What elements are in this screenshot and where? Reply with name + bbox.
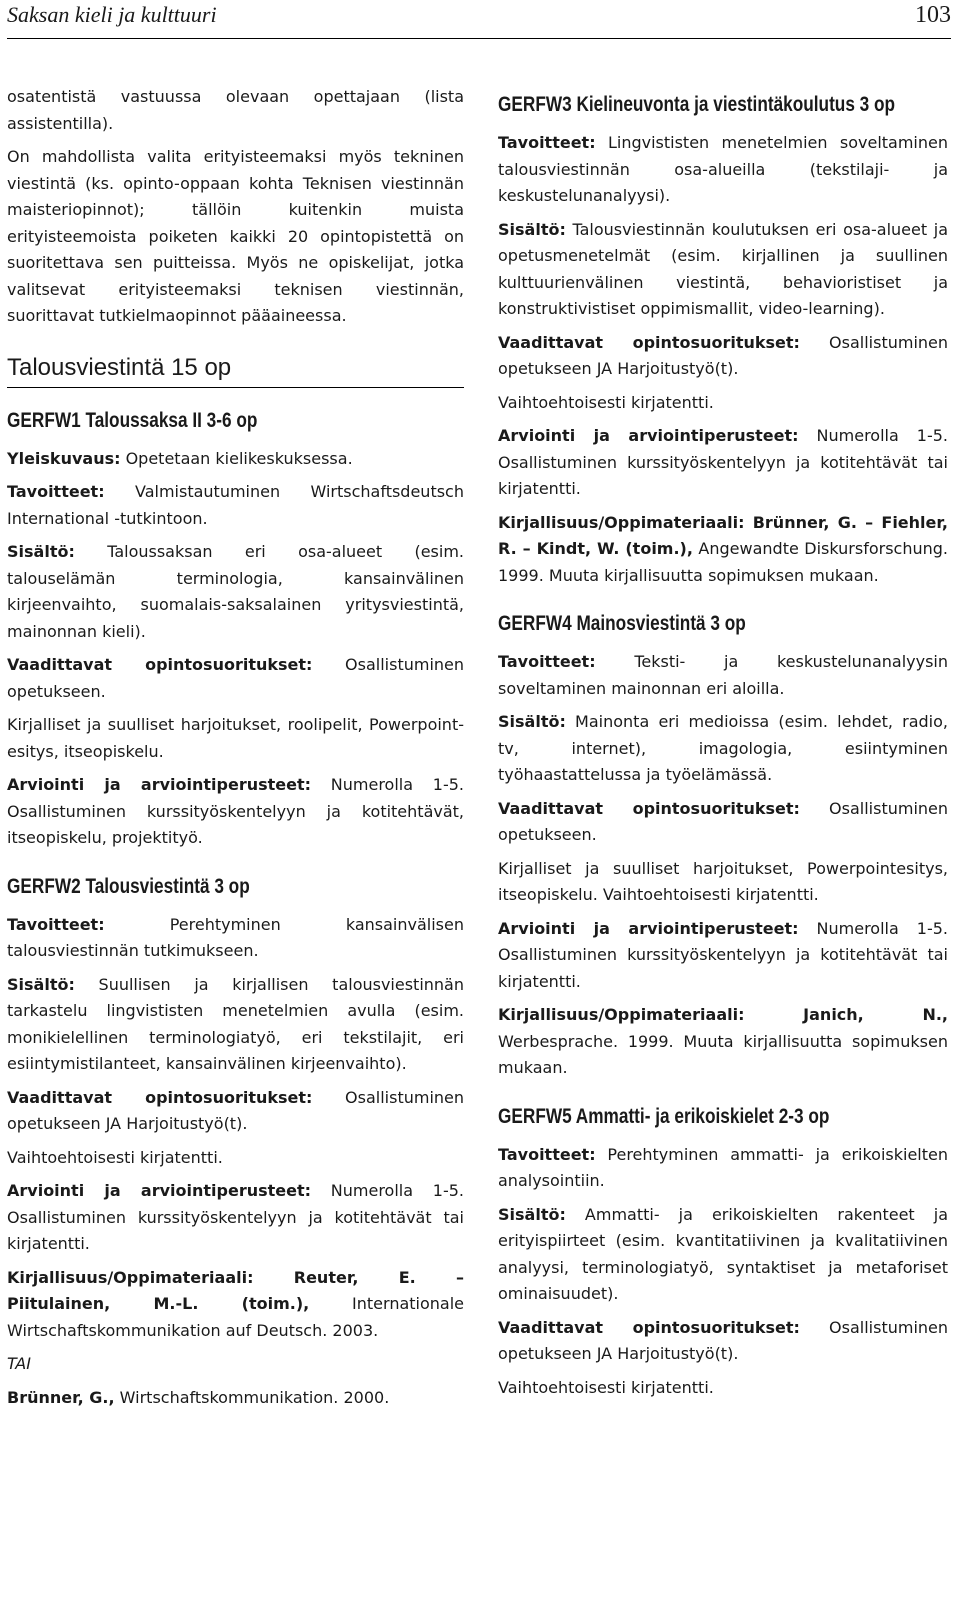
field-label: Vaadittavat opintosuoritukset: (7, 1087, 313, 1107)
course-literature (7, 1265, 464, 1345)
course-content (498, 1202, 948, 1308)
field-text: Valmistautuminen Wirtschaftsdeutsch International -tutkintoon. (7, 482, 464, 528)
course-content (498, 709, 948, 789)
course-goals (498, 649, 948, 702)
course-title-gerfw5: GERFW5 Ammatti- ja erikoiskielet 2-3 op (498, 1104, 830, 1128)
field-label: Kirjallisuus/Oppimateriaali: Janich, N., (498, 1005, 948, 1024)
course-extra: Kirjalliset ja suulliset harjoitukset, Powerpointesitys, itseopiskelu. Vaihtoehtoisesti kirjatentti. (498, 858, 948, 904)
field-text: Teksti- ja keskustelunanalyysin soveltaminen mainonnan eri aloilla. (498, 652, 948, 698)
field-label: Sisältö: (7, 542, 75, 561)
field-label: Tavoitteet: (498, 652, 596, 671)
field-text: Osallistuminen opetukseen. (498, 798, 949, 844)
field-label: Arviointi ja arviointiperusteet: (498, 918, 799, 938)
field-text: Internationale Wirtschaftskommunikation auf Deutsch. 2003. (7, 1294, 464, 1340)
course-overview (7, 446, 464, 473)
course-alternative: Vaihtoehtoisesti kirjatentti. (498, 392, 714, 412)
field-label: Tavoitteet: (7, 914, 105, 934)
section-title: Talousviestintä 15 op (7, 354, 464, 388)
field-label: Sisältö: (498, 1204, 566, 1224)
field-text: Ammatti- ja erikoiskielten rakenteet ja erityispiirteet (esim. kvantitatiivinen ja kvalitatiivinen analyysi, terminologiatyö, syntaktiset ja metaforiset ominaisuudet). (498, 1204, 948, 1303)
field-text: Perehtyminen ammatti- ja erikoiskielten analysointiin. (498, 1144, 948, 1190)
course-alternative: Vaihtoehtoisesti kirjatentti. (7, 1147, 223, 1167)
course-goals (498, 1142, 948, 1195)
course-assessment (7, 772, 464, 852)
field-text: Perehtyminen kansainvälisen talousviestinnän tutkimukseen. (7, 914, 464, 960)
field-text: Opetetaan kielikeskuksessa. (120, 448, 353, 468)
field-label: Vaadittavat opintosuoritukset: (498, 798, 800, 818)
course-title-gerfw1: GERFW1 Taloussaksa II 3-6 op (7, 408, 258, 432)
course-content (498, 217, 948, 323)
field-text: Numerolla 1-5. Osallistuminen kurssityöskentelyyn ja kotitehtävät tai kirjatentti. (498, 426, 949, 498)
field-label: Vaadittavat opintosuoritukset: (498, 1317, 800, 1337)
field-text: Angewandte Diskursforschung. 1999. Muuta kirjallisuutta sopimuksen mukaan. (498, 539, 948, 585)
course-literature (498, 510, 948, 590)
field-text: Talousviestinnän koulutuksen eri osa-alueet ja opetusmenetelmät (esim. kirjallinen ja suullinen kulttuurienvälinen viestintä, behavioristiset ja konstruktivistiset oppimismallit, video-learning). (498, 219, 948, 318)
field-text: Mainonta eri medioissa (esim. lehdet, radio, tv, internet), imagologia, esiintyminen työhaastattelussa ja työelämässä. (498, 712, 948, 784)
field-text: Numerolla 1-5. Osallistuminen kurssityöskentelyyn ja kotitehtävät tai kirjatentti. (498, 918, 949, 991)
field-text: Osallistuminen opetukseen JA Harjoitustyö(t). (7, 1087, 465, 1133)
field-label: Sisältö: (7, 974, 75, 994)
field-label: Kirjallisuus/Oppimateriaali: Brünner, G. – Fiehler, R. – Kindt, W. (toim.), (498, 512, 948, 558)
course-title-gerfw4: GERFW4 Mainosviestintä 3 op (498, 612, 746, 635)
left-column (7, 84, 464, 1418)
course-requirements (7, 1085, 464, 1138)
course-content (7, 539, 464, 645)
course-requirements (7, 652, 464, 705)
field-text: Numerolla 1-5. Osallistuminen kurssityöskentelyyn ja kotitehtävät, itseopiskelu, projektityö. (7, 775, 465, 847)
right-column (498, 90, 948, 1408)
running-title: Saksan kieli ja kulttuuri (7, 2, 217, 27)
course-requirements (498, 796, 948, 849)
course-title-gerfw3: GERFW3 Kielineuvonta ja viestintäkoulutus 3 op (498, 93, 896, 116)
field-label: Vaadittavat opintosuoritukset: (498, 332, 800, 352)
field-label: Tavoitteet: (498, 1144, 596, 1164)
course-title-gerfw2: GERFW2 Talousviestintä 3 op (7, 874, 250, 898)
course-literature (498, 1002, 948, 1082)
field-label: Brünner, G., (7, 1387, 115, 1407)
field-label: Tavoitteet: (498, 133, 596, 152)
field-text: Wirtschaftskommunikation. 2000. (114, 1387, 390, 1407)
course-assessment (498, 423, 948, 503)
course-goals (7, 912, 464, 965)
field-text: Lingvististen menetelmien soveltaminen talousviestinnän osa-alueilla (tekstilaji- ja keskustelunanalyysi). (498, 133, 948, 205)
intro-paragraph: On mahdollista valita erityisteemaksi myös tekninen viestintä (ks. opinto-oppaan kohta Teknisen viestinnän maisteriopinnot); tällöin kuitenkin muista erityisteemoista poiketen kaikki 20 opintopistettä on suoritettava sen puitteissa. Myös ne opiskelijat, jotka valitsevat erityisteemaksi teknisen viestinnän, suorittavat tutkielmaopinnot pääaineessa. (7, 147, 464, 325)
field-label: Arviointi ja arviointiperusteet: (7, 775, 312, 794)
course-assessment (498, 916, 948, 996)
field-label: Sisältö: (498, 712, 566, 731)
course-content (7, 972, 464, 1078)
field-label: Arviointi ja arviointiperusteet: (7, 1181, 312, 1200)
course-goals (498, 130, 948, 210)
course-literature-alt (7, 1385, 464, 1412)
or-separator: TAI (7, 1354, 31, 1373)
field-text: Taloussaksan eri osa-alueet (esim. talouselämän terminologia, kansainvälinen kirjeenvaihto, suomalais-saksalainen yritysviestintä, mainonnan kieli). (7, 542, 464, 641)
course-extra: Kirjalliset ja suulliset harjoitukset, roolipelit, Powerpoint-esitys, itseopiskelu. (7, 715, 464, 761)
course-assessment (7, 1178, 464, 1258)
course-goals (7, 479, 464, 532)
course-requirements (498, 1315, 948, 1368)
field-text: Werbesprache. 1999. Muuta kirjallisuutta sopimuksen mukaan. (498, 1031, 948, 1077)
field-label: Sisältö: (498, 219, 566, 239)
field-label: Yleiskuvaus: (7, 448, 121, 468)
page-header (7, 0, 951, 39)
field-text: Osallistuminen opetukseen JA Harjoitustyö(t). (498, 332, 949, 378)
field-text: Numerolla 1-5. Osallistuminen kurssityöskentelyyn ja kotitehtävät tai kirjatentti. (7, 1181, 465, 1253)
page-number: 103 (915, 2, 951, 28)
field-text: Suullisen ja kirjallisen talousviestinnän tarkastelu lingvististen menetelmien avulla (esim. monikielellinen terminologiatyö, eri tekstilajit, eri esiintymistilanteet, kansainvälinen kirjeenvaihto). (7, 974, 464, 1073)
intro-paragraph: osatentistä vastuussa olevaan opettajaan (lista assistentilla). (7, 87, 464, 133)
field-text: Osallistuminen opetukseen JA Harjoitustyö(t). (498, 1317, 949, 1363)
field-label: Vaadittavat opintosuoritukset: (7, 655, 313, 674)
field-label: Kirjallisuus/Oppimateriaali: Reuter, E. – Piitulainen, M.-L. (toim.), (7, 1267, 464, 1313)
field-label: Arviointi ja arviointiperusteet: (498, 426, 799, 445)
course-requirements (498, 330, 948, 383)
course-alternative: Vaihtoehtoisesti kirjatentti. (498, 1377, 714, 1397)
field-text: Osallistuminen opetukseen. (7, 655, 465, 701)
field-label: Tavoitteet: (7, 482, 105, 501)
